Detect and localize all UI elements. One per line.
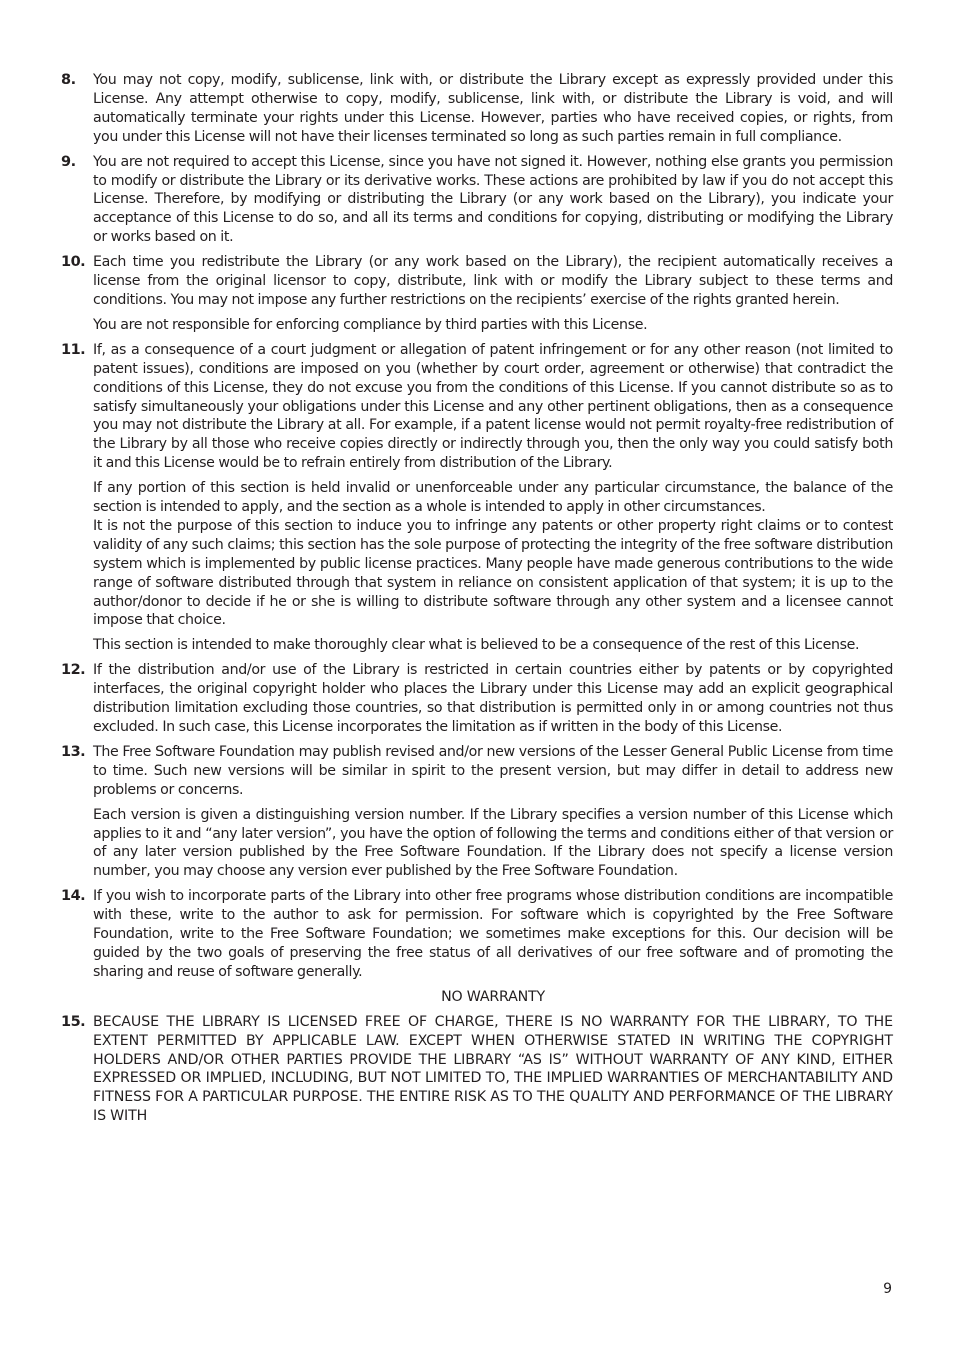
item-paragraph: You are not required to accept this License, since you have not signed it. However, nothing else grants you permission to modify or distribute the Library or its derivative works. These actions are prohibited by law if you do not accept this License. Therefore, by modifying or distributing the Library (or any work based on the Library), you indicate your acceptance of this License to do so, and all its terms and conditions for copying, distributing or modifying the Library or works based on it. xyxy=(93,153,893,246)
item-paragraph: If the distribution and/or use of the Library is restricted in certain countries either by patents or by copyrighted interfaces, the original copyright holder who places the Library under this License may add an explicit geographical distribution limitation excluding those countries, so that distribution is permitted only in or among countries not thus excluded. In such case, this License incorporates the limitation as if written in the body of this License. xyxy=(93,662,893,735)
item-paragraph: The Free Software Foundation may publish revised and/or new versions of the Lesser General Public License from time to time. Such new versions will be similar in spirit to the present version, but may differ in detail to address new problems or concerns. xyxy=(93,743,893,798)
item-number: 13. xyxy=(61,743,86,760)
item-paragraph: If any portion of this section is held invalid or unenforceable under any particular circumstance, the balance of the section is intended to apply, and the section as a whole is intended to apply in other circumstances. xyxy=(93,480,893,516)
license-item-13 xyxy=(61,743,893,881)
item-number: 9. xyxy=(61,153,76,170)
page-number: 9 xyxy=(883,1281,892,1297)
item-number: 15. xyxy=(61,1013,86,1030)
license-item-10 xyxy=(61,253,893,335)
license-item-12 xyxy=(61,661,893,737)
license-item-14 xyxy=(61,887,893,982)
license-item-11 xyxy=(61,341,893,656)
item-paragraph: You are not responsible for enforcing compliance by third parties with this License. xyxy=(93,316,648,333)
license-item-9 xyxy=(61,153,893,248)
no-warranty-heading: NO WARRANTY xyxy=(441,988,545,1005)
item-paragraph: BECAUSE THE LIBRARY IS LICENSED FREE OF CHARGE, THERE IS NO WARRANTY FOR THE LIBRARY, TO THE EXTENT PERMITTED BY APPLICABLE LAW. EXCEPT WHEN OTHERWISE STATED IN WRITING THE COPYRIGHT HOLDERS AND/OR OTHER PARTIES PROVIDE THE LIBRARY “AS IS” WITHOUT WARRANTY OF ANY KIND, EITHER EXPRESSED OR IMPLIED, INCLUDING, BUT NOT LIMITED TO, THE IMPLIED WARRANTIES OF MERCHANTABILITY AND FITNESS FOR A PARTICULAR PURPOSE. THE ENTIRE RISK AS TO THE QUALITY AND PERFORMANCE OF THE LIBRARY IS WITH xyxy=(93,1013,893,1125)
item-paragraph: Each version is given a distinguishing version number. If the Library specifies a version number of this License which applies to it and “any later version”, you have the option of following the terms and conditions either of that version or of any later version published by the Free Software Foundation. If the Library does not specify a license version number, you may choose any version ever published by the Free Software Foundation. xyxy=(93,806,893,880)
license-item-15 xyxy=(61,1013,893,1126)
item-paragraph: If you wish to incorporate parts of the Library into other free programs whose distribution conditions are incompatible with these, write to the author to ask for permission. For software which is copyrighted by the Free Software Foundation, write to the Free Software Foundation; we sometimes make exceptions for this. Our decision will be guided by the two goals of preserving the free status of all derivatives of our free software and of promoting the sharing and reuse of software generally. xyxy=(93,888,893,980)
item-paragraph: Each time you redistribute the Library (or any work based on the Library), the recipient automatically receives a license from the original licensor to copy, distribute, link with or modify the Library subject to these terms and conditions. You may not impose any further restrictions on the recipients’ exercise of the rights granted herein. xyxy=(93,254,893,308)
item-number: 8. xyxy=(61,72,76,88)
item-number: 11. xyxy=(61,341,86,358)
item-paragraph: You may not copy, modify, sublicense, link with, or distribute the Library except as expressly provided under this License. Any attempt otherwise to copy, modify, sublicense, link with, or distribute the Library is void, and will automatically terminate your rights under this License. However, parties who have received copies, or rights, from you under this License will not have their licenses terminated so long as such parties remain in full compliance. xyxy=(93,72,893,145)
item-paragraph: If, as a consequence of a court judgment or allegation of patent infringement or for any other reason (not limited to patent issues), conditions are imposed on you (whether by court order, agreement or otherwise) that contradict the conditions of this License, they do not excuse you from the conditions of this License. If you cannot distribute so as to satisfy simultaneously your obligations under this License and any other pertinent obligations, then as a consequence you may not distribute the Library at all. For example, if a patent license would not permit royalty-free redistribution of the Library by all those who receive copies directly or indirectly through you, then the only way you could satisfy both it and this License would be to refrain entirely from distribution of the Library. xyxy=(93,341,893,472)
item-number: 10. xyxy=(61,254,86,271)
item-paragraph: It is not the purpose of this section to induce you to infringe any patents or other property right claims or to contest validity of any such claims; this section has the sole purpose of protecting the integrity of the free software distribution system which is implemented by public license practices. Many people have made generous contributions to the wide range of software distributed through that system in reliance on consistent application of that system; it is up to the author/donor to decide if he or she is willing to distribute software through any other system and a licensee cannot impose that choice. xyxy=(93,517,893,629)
item-number: 14. xyxy=(61,888,86,905)
item-paragraph: This section is intended to make thoroughly clear what is believed to be a consequence of the rest of this License. xyxy=(93,637,860,654)
license-text-body xyxy=(61,71,893,1132)
license-item-8 xyxy=(61,71,893,147)
item-number: 12. xyxy=(61,662,86,679)
